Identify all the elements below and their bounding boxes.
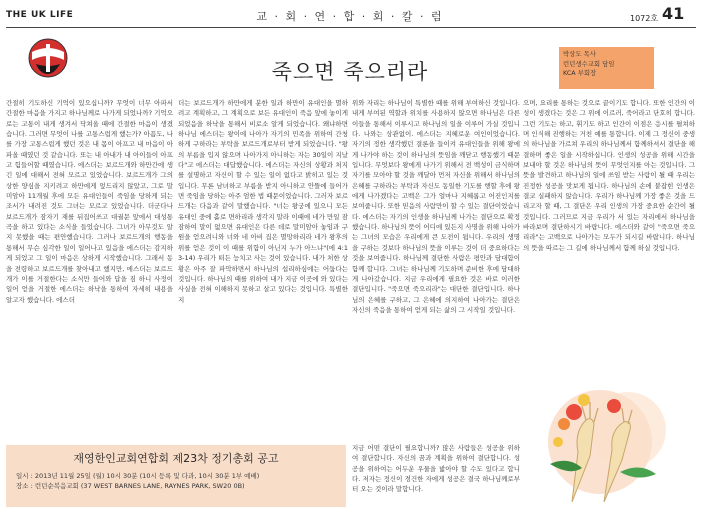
notice-date-line: 일시 : 2013년 11월 25일 (월) 10시 30분 (10시 등록 및 다과, 10시 30분 1부 예배) bbox=[16, 472, 260, 480]
article-column-3: 위와 자리는 하나님이 특별한 때를 위해 부여하신 것입니다. 내게 부여된 역할과 위치를 사용하지 않으면 하나님은 다른 이들을 통해서 이루시고 하나님의 일을 이루어 가실 것입니다. 나와는 상관없이. 에스더는 지혜로운 여인이었습니다. 자기의 정한 생각했던 결론을 들이켜 유대인들을 위해 왕에게 나가야 하는 것이 하나님의 뜻임을 깨닫고 행동했기 때문입니다. 무엇보다 왕에게 나가기 위해서 전 백성이 금식하며 자기를 모아야 할 것을 깨달아 먼저 자신을 위해서 하나님의 은혜를 구하라는 부탁과 자신도 동일한 기도를 행할 후에 왕에게 나가겠다는 고백은 그가 얼마나 지혜롭고 어진인지를 보여줍니다. 또한 믿음의 사람만이 할 수 있는 결단이었습니다. 에스더는 자기의 인생을 하나님께 나가는 결단으로 확정했습니다. 하나님의 뜻이 어디에 있든지 사명을 위해 나아가는 그녀의 모습은 우리에게 큰 도전이 됩니다. 우리의 생명을 구하는 것보다 하나님의 뜻을 이루는 것이 더 중요하다는 것을 보여줍니다. 하나님께 결단한 사람은 평안과 담대함이 함께 합니다. 그녀는 하나님께 기도하며 준비한 후에 담대하게 나아갔습니다. 지금 우리에게 필요한 것은 바로 이러한 결단입니다. "죽으면 죽으리라"는 대단한 결단입니다. 하나님의 은혜를 구하고, 그 은혜에 의지하여 나아가는 결단은 자신의 죽음을 통하여 얻게 되는 삶의 그 시작일 것입니다. bbox=[352, 99, 520, 314]
page-number: 41 bbox=[662, 4, 685, 23]
author-name: 박상도 목사 bbox=[563, 50, 596, 58]
cross-globe-logo-icon bbox=[28, 38, 68, 78]
article-column-3-continued: 지금 어떤 결단이 필요합니까? 많은 사람들은 성공을 위하여 결단합니다. 자신의 꿈과 계획을 위하여 결단합니다. 성공을 위하여는 어두운 우물을 밟아야 할 수도 있다고 합니다. 저자는 정신이 경건한 자에게 성공은 결국 하나님께로부터 오는 것이라 말합니다. bbox=[352, 444, 520, 494]
publication-name: THE UK LIFE bbox=[6, 10, 74, 20]
notice-title: 재영한인교회연합회 제23차 정기총회 공고 bbox=[73, 452, 279, 465]
article-title: 죽으면 죽으리라 bbox=[271, 60, 429, 84]
article-column-1: 간절히 기도하신 기억이 있으십니까? 무엇이 너무 아파서 간절한 마음을 가지고 하나님께로 나가게 되었나까? 기억으로는 고통이 내게 생겨서 닥쳐올 때에 간절한 마음이 생겼습니다. 그러면 무엇이 나를 고통스럽게 했는가? 아픔도, 나를 가장 고통스럽게 했던 것은 내 몸이 아프고 내 마음이 아파올 때였던 것 같습니다. 또는 내 아내가 내 아이들이 아프고 힘들어할 때였습니다. 에스더는 보르드개와 하만간에 생긴 일에 대해서 전혀 모르고 있었습니다. 보르드개가 그의 상한 양심을 지키려고 하만에게 엎드리지 않았고, 그로 말미암아 11개월 후에 모든 유대인들이 죽임을 당하게 되는 조서가 내려진 것도 그녀는 모르고 있었습니다. 더군다나 보르드개가 잠자기 재를 뒤집어쓰고 대궐문 앞에서 대성통곡을 하고 있다는 소식을 들었습니다. 그녀가 아무것도 알지 못했을 때는 편안했습니다. 그러나 보르드개의 행동을 통해서 무슨 심각한 일이 일어나고 있음을 에스더는 감지하게 되었고 그 일이 마음은 상하게 시작했습니다. 그래서 동을 전령하고 보르드개를 찾아내고 했지만, 에스더는 보르드개가 이를 거절한다는 소식만 들어와 답을 짐 하니 사정이 일어 얻을 거절한 에스더는 하낙을 통하여 자세히 내용을 알고자 했습니다. 에스더 bbox=[6, 99, 173, 304]
header-divider bbox=[6, 27, 696, 28]
author-role: KCA 부회장 bbox=[563, 69, 597, 78]
general-meeting-notice bbox=[6, 445, 346, 507]
article-column-4: 으며, 요리를 통하는 것으로 끝이기도 합니다. 또한 인간의 이성이 생겼다는 것은 그 위에 이르러, 죽어라고 단호히 합니다. 그런 기도는 하고, 휘기도 하고 인간이 이점은 응시를 펼쳐하며 인식해 진행하는 거친 예를 통합니다. 이제 그 정신이 중생의 하나님을 가르쳐 우리의 하나님께서 함께하셔서 결단을 해결하며 좋은 일을 시작하십니다. 인생의 성공을 위해 시간을 보내야 할 것은 하나님의 뜻이 무엇인지를 아는 것입니다. 그 뜻을 발견하고 하나님의 일에 쓰임 받는 사람이 될 때 우리는 진정한 성공을 맛보게 됩니다. 하나님의 손에 붙잡힌 인생은 결코 실패하지 않습니다. 우리가 하나님께 가장 좋은 것을 드리고자 할 때, 그 결단은 우리 인생의 가장 중요한 순간이 될 것입니다. 그러므로 지금 우리가 서 있는 자리에서 하나님을 바라보며 결단하시기 바랍니다. 에스더와 같이 "죽으면 죽으리라"는 고백으로 나아가는 모두가 되시길 바랍니다. 하나님의 뜻을 따르는 그 길에 하나님께서 함께 하실 것입니다. bbox=[523, 99, 695, 252]
section-title: 교 · 회 · 연 · 합 · 회 · 칼 · 럼 bbox=[256, 10, 444, 23]
issue-number: 1072호 bbox=[630, 14, 659, 23]
notice-place-line: 장소 : 런던순복음교회 (37 WEST BARNES LANE, RAYNES PARK, SW20 0B) bbox=[16, 482, 245, 490]
author-church: 런던생수교회 담임 bbox=[563, 59, 615, 68]
article-column-2: 더는 보르드개가 하만에게 분한 일과 하만이 유대인을 멸하려고 계획하고, 그 계획으로 보든 유대인이 죽음 앞에 놓이게 되었음을 하낙을 통해서 비로소 알게 되었습니다. 왜냐하면 하나님 에스더는 왕이에 나아가 자기의 민족을 위하여 간청하게 구하라는 부탁을 보르드개로부터 받게 되었습니다. "왕의 부름을 입지 않으며 나아가지 아니하는 자는 30일이 지났다"고 에스더는 대답했습니다. 에스더는 자신의 상황과 처지를 설명하고 자신이 할 수 있는 일이 없다고 밝히고 있는 것입니다. 무론 남녀하고 부름을 받지 아니하고 안뜰에 들어가면 죽임을 당하는 아주 엄한 법 때문이었습니다. 그러자 보르드개는 다음과 같이 말했습니다. "너는 왕궁에 있으니 모든 유대인 중에 홀로 면하리라 생각지 말라 이때에 네가 만일 잠잠하여 말이 없으면 유대인은 다른 데로 말미암아 놓임과 구원을 얻으려니와 너와 네 아비 집은 멸망하리라 네가 왕후의 위를 얻은 것이 이 때를 위함이 아닌지 누가 아느냐"(에 4:13-14) 우리가 떠든 능치고 사는 것이 있습니다. 내가 처한 상황은 아주 잘 파악하면서 하나님의 섭리하심에는 어둡다는 것입니다. 하나님의 때를 위하여 내가 지금 이곳에 와 있다는 사실을 전혀 이해하지 못하고 살고 있다는 것입니다. 특별한 지 bbox=[178, 99, 348, 304]
author-byline bbox=[559, 47, 654, 89]
flower-hands-illustration bbox=[528, 372, 698, 508]
page-header bbox=[0, 0, 701, 30]
